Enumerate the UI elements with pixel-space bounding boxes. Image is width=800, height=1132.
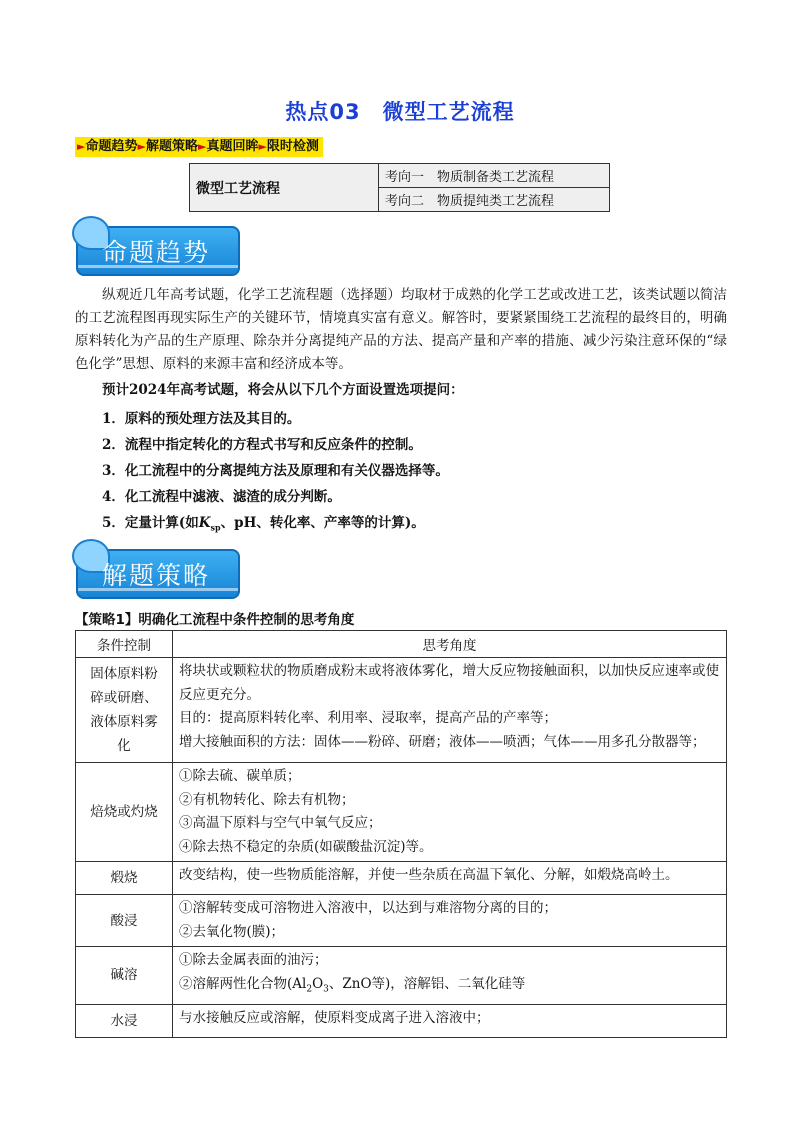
section-badge-strategy [72,539,240,601]
section-label-trend: 命题趋势 [102,238,211,267]
table-row [76,862,727,895]
trend-paragraph: 纵观近几年高考试题，化学工艺流程题（选择题）均取材于成熟的化学工艺或改进工艺，该类试题以简洁的工艺流程图再现实际生产的关键环节，情境真实富有意义。解答时，要紧紧围绕工艺流程的最终目的，明确原料转化为产品的生产原理、除杂并分离提纯产品的方法、提高产量和产率的措施、减少污染注意环保的“绿色化学”思想、原料的来源丰富和经济成本等。 [75,287,727,372]
topic-item-1: 考向一 物质制备类工艺流程 [379,164,610,188]
description-cell: 改变结构，使一些物质能溶解，并使一些杂质在高温下氧化、分解，如煅烧高岭土。 [173,862,727,895]
table-header: 思考角度 [173,631,727,658]
arrow-icon: ► [258,140,267,153]
nav-item-test[interactable]: 限时检测 [266,139,319,154]
forecast-line: 预计2024年高考试题，将会从以下几个方面设置选项提问： [102,382,464,398]
arrow-icon: ► [137,140,146,153]
list-item: 1．原料的预处理方法及其目的。 [102,411,301,427]
condition-cell: 固体原料粉碎或研磨、液体原料雾化 [76,658,173,763]
table-header-row [76,631,727,658]
table-row [76,1004,727,1037]
list-item: 4．化工流程中滤液、滤渣的成分判断。 [102,489,341,505]
nav-item-strategy[interactable]: 解题策略 [145,139,198,154]
list-item: 3．化工流程中的分离提纯方法及原理和有关仪器选择等。 [102,463,449,479]
condition-cell: 煅烧 [76,862,173,895]
arrow-icon: ► [77,140,86,153]
description-cell: ①除去硫、碳单质； ②有机物转化、除去有机物； ③高温下原料与空气中氧气反应； ④除去热不稳定的杂质(如碳酸盐沉淀)等。 [173,763,727,862]
nav-item-review[interactable]: 真题回眸 [206,139,259,154]
condition-table [75,630,727,1038]
condition-cell: 水浸 [76,1004,173,1037]
table-row [76,947,727,1005]
topic-main: 微型工艺流程 [190,164,379,212]
table-row [76,895,727,947]
description-cell: ①除去金属表面的油污； ②溶解两性化合物($Al_2O_3$、ZnO等)，溶解铝、二氧化硅等 [173,947,727,1005]
arrow-icon: ► [197,140,207,153]
topic-table [189,163,610,212]
section-nav [75,137,323,157]
list-item: 2．流程中指定转化的方程式书写和反应条件的控制。 [102,437,422,453]
condition-cell: 酸浸 [76,895,173,947]
description-cell: 与水接触反应或溶解，使原料变成离子进入溶液中； [173,1004,727,1037]
condition-cell: 碱溶 [76,947,173,1005]
description-cell: ①溶解转变成可溶物进入溶液中，以达到与难溶物分离的目的； ②去氧化物(膜)； [173,895,727,947]
description-cell: 将块状或颗粒状的物质磨成粉末或将液体雾化，增大反应物接触面积，以加快反应速率或使反应更充分。 目的：提高原料转化率、利用率、浸取率，提高产品的产率等； 增大接触面积的方法：固体——粉碎、研磨；液体——喷洒；气体——用多孔分散器等； [173,658,727,763]
nav-item-trend[interactable]: 命题趋势 [85,139,138,154]
section-label-strategy: 解题策略 [102,561,211,590]
section-badge-trend [72,216,240,278]
table-header: 条件控制 [76,631,173,658]
table-row [76,763,727,862]
page-title: 热点03 微型工艺流程 [285,100,515,124]
table-row [76,658,727,763]
strategy-title: 【策略1】明确化工流程中条件控制的思考角度 [75,612,355,628]
condition-cell: 焙烧或灼烧 [76,763,173,862]
topic-item-2: 考向二 物质提纯类工艺流程 [379,188,610,212]
list-item: 5．定量计算(如$K_{sp}$、pH、转化率、产率等的计算)。 [102,515,425,533]
